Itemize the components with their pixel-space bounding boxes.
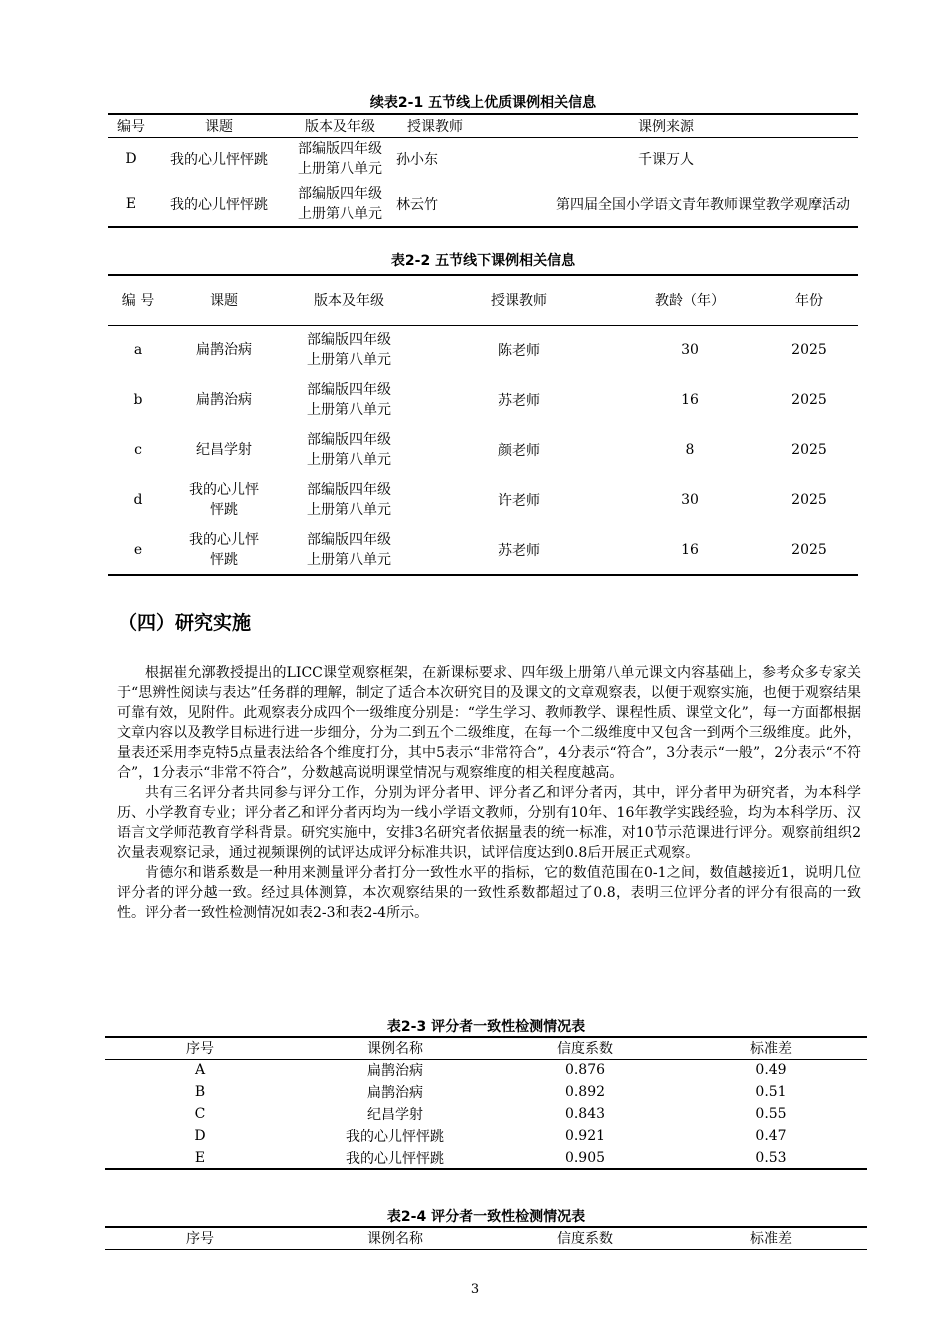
paragraph: 肯德尔和谐系数是一种用来测量评分者打分一致性水平的指标，它的数值范围在0-1之间，数值越接近1，说明几位评分者的评分越一致。经过具体测算，本次观察结果的一致性系数都超过了0.8，表明三位评分者的评分有很高的一致性。评分者一致性检测情况如表2-3和表2-4所示。 — [117, 865, 861, 921]
header-seq: 序号 — [105, 1227, 295, 1249]
page-number: 3 — [470, 1282, 480, 1297]
header-sd: 标准差 — [675, 1037, 867, 1059]
header-seq: 序号 — [105, 1037, 295, 1059]
cell-seq: D — [194, 1128, 206, 1144]
cell-teacher: 颜老师 — [498, 443, 540, 459]
cell-teacher: 苏老师 — [498, 542, 540, 559]
cell-name: 纪昌学射 — [367, 1107, 423, 1123]
cell-year: 2025 — [791, 442, 827, 458]
header-name: 课例名称 — [295, 1037, 495, 1059]
cell-teacher: 林云竹 — [396, 196, 438, 213]
cell-years: 30 — [681, 342, 699, 359]
cell-reliability: 0.892 — [564, 1084, 606, 1100]
header-teacher: 授课教师 — [396, 114, 474, 137]
cell-version: 部编版四年级 上册第八单元 — [298, 185, 382, 222]
cell-id: e — [133, 541, 143, 558]
cell-reliability: 0.921 — [564, 1128, 606, 1144]
cell-title: 纪昌学射 — [196, 442, 252, 458]
cell-version: 部编版四年级 上册第八单元 — [307, 382, 391, 418]
table-row — [105, 1125, 867, 1147]
cell-years: 16 — [681, 392, 699, 408]
cell-sd: 0.55 — [755, 1106, 787, 1122]
cell-title: 扁鹊治病 — [196, 342, 252, 359]
cell-title: 我的心儿怦怦跳 — [170, 152, 268, 169]
table-2-1-caption: 续表2-1 五节线上优质课例相关信息 — [369, 95, 597, 111]
cell-seq: E — [194, 1149, 206, 1166]
table-header-row — [105, 1037, 867, 1059]
header-source: 课例来源 — [474, 114, 858, 137]
cell-version: 部编版四年级 上册第八单元 — [307, 482, 391, 518]
cell-id: a — [133, 342, 143, 359]
body-text — [117, 663, 861, 923]
cell-sd: 0.47 — [755, 1128, 787, 1144]
table-row — [105, 1059, 867, 1081]
cell-teacher: 许老师 — [498, 493, 540, 509]
header-version: 版本及年级 — [284, 114, 396, 137]
cell-seq: A — [194, 1062, 206, 1079]
header-reliability: 信度系数 — [495, 1037, 675, 1059]
cell-version: 部编版四年级 上册第八单元 — [307, 531, 391, 568]
table-row — [105, 1103, 867, 1125]
cell-source: 第四届全国小学语文青年教师课堂教学观摩活动 — [556, 196, 850, 213]
header-sd: 标准差 — [675, 1227, 867, 1249]
header-title: 课题 — [154, 114, 284, 137]
cell-year: 2025 — [791, 342, 827, 359]
header-year: 年份 — [760, 275, 858, 325]
cell-teacher: 苏老师 — [498, 393, 540, 409]
header-version: 版本及年级 — [280, 275, 418, 325]
header-teacher: 授课教师 — [418, 275, 620, 325]
cell-year: 2025 — [791, 392, 827, 408]
cell-id: D — [125, 151, 137, 168]
cell-name: 我的心儿怦怦跳 — [346, 1150, 444, 1167]
cell-year: 2025 — [791, 492, 827, 508]
cell-teacher: 陈老师 — [498, 343, 540, 360]
cell-seq: C — [194, 1106, 206, 1122]
cell-sd: 0.49 — [755, 1062, 787, 1079]
table-2-2 — [108, 274, 858, 576]
table-header-row — [105, 1227, 867, 1249]
header-title: 课题 — [168, 275, 280, 325]
cell-years: 8 — [685, 442, 695, 458]
table-2-3 — [105, 1036, 867, 1170]
cell-id: E — [125, 195, 137, 212]
header-id: 编号 — [108, 114, 154, 137]
cell-id: c — [134, 442, 142, 458]
header-name: 课例名称 — [295, 1227, 495, 1249]
cell-version: 部编版四年级 上册第八单元 — [307, 432, 391, 468]
cell-years: 30 — [681, 492, 699, 508]
table-row — [105, 1081, 867, 1103]
table-2-4 — [105, 1226, 867, 1250]
table-2-2-caption: 表2-2 五节线下课例相关信息 — [390, 253, 576, 269]
cell-name: 扁鹊治病 — [367, 1063, 423, 1080]
cell-id: d — [133, 492, 143, 508]
table-row — [108, 181, 858, 227]
table-row — [108, 325, 858, 375]
cell-reliability: 0.905 — [564, 1149, 606, 1166]
cell-name: 我的心儿怦怦跳 — [346, 1129, 444, 1145]
table-2-4-caption: 表2-4 评分者一致性检测情况表 — [386, 1209, 586, 1225]
table-row — [105, 1147, 867, 1169]
header-reliability: 信度系数 — [495, 1227, 675, 1249]
cell-sd: 0.53 — [755, 1149, 787, 1166]
table-header-row — [108, 275, 858, 325]
cell-source: 千课万人 — [638, 152, 694, 169]
cell-version: 部编版四年级 上册第八单元 — [298, 141, 382, 178]
header-id: 编 号 — [108, 275, 168, 325]
cell-title: 我的心儿怦 怦跳 — [189, 482, 259, 518]
cell-year: 2025 — [791, 541, 827, 558]
table-2-1 — [108, 113, 858, 228]
table-row — [108, 375, 858, 425]
paragraph: 共有三名评分者共同参与评分工作，分别为评分者甲、评分者乙和评分者丙，其中，评分者甲为研究者，为本科学历、小学教育专业；评分者乙和评分者丙均为一线小学语文教师，分别有10年、16年教学实践经验，均为本科学历、汉语言文学师范教育学科背景。研究实施中，安排3名研究者依据量表的统一标准，对10节示范课进行评分。观察前组织2次量表观察记录，通过视频课例的试评达成评分标准共识，试评信度达到0.8后开展正式观察。 — [117, 785, 861, 861]
cell-years: 16 — [681, 541, 699, 558]
header-years: 教龄（年） — [620, 275, 760, 325]
cell-reliability: 0.843 — [564, 1106, 606, 1122]
cell-name: 扁鹊治病 — [367, 1085, 423, 1101]
cell-sd: 0.51 — [755, 1084, 787, 1100]
cell-id: b — [133, 392, 143, 408]
table-row — [108, 425, 858, 475]
table-header-row — [108, 114, 858, 137]
cell-teacher: 孙小东 — [396, 152, 438, 169]
table-row — [108, 525, 858, 575]
cell-seq: B — [194, 1084, 206, 1100]
cell-title: 我的心儿怦怦跳 — [170, 196, 268, 213]
table-2-3-caption: 表2-3 评分者一致性检测情况表 — [386, 1019, 586, 1035]
section-heading: （四）研究实施 — [118, 612, 252, 634]
cell-version: 部编版四年级 上册第八单元 — [307, 332, 391, 369]
table-row — [108, 475, 858, 525]
cell-reliability: 0.876 — [564, 1062, 606, 1079]
cell-title: 扁鹊治病 — [196, 392, 252, 408]
paragraph: 根据崔允漷教授提出的LICC课堂观察框架，在新课标要求、四年级上册第八单元课文内容基础上，参考众多专家关于“思辨性阅读与表达”任务群的理解，制定了适合本次研究目的及课文的文章观察表，以便于观察实施，也便于观察结果可靠有效，见附件。此观察表分成四个一级维度分别是：“学生学习、教师教学、课程性质、课堂文化”，每一方面都根据文章内容以及教学目标进行进一步细分，分为二到五个二级维度，在每一个二级维度中又包含一到两个三级维度。此外，量表还采用李克特5点量表法给各个维度打分，其中5表示“非常符合”，4分表示“符合”，3分表示“一般”，2分表示“不符合”，1分表示“非常不符合”，分数越高说明课堂情况与观察维度的相关程度越高。 — [117, 665, 861, 781]
table-row — [108, 137, 858, 181]
cell-title: 我的心儿怦 怦跳 — [189, 531, 259, 568]
